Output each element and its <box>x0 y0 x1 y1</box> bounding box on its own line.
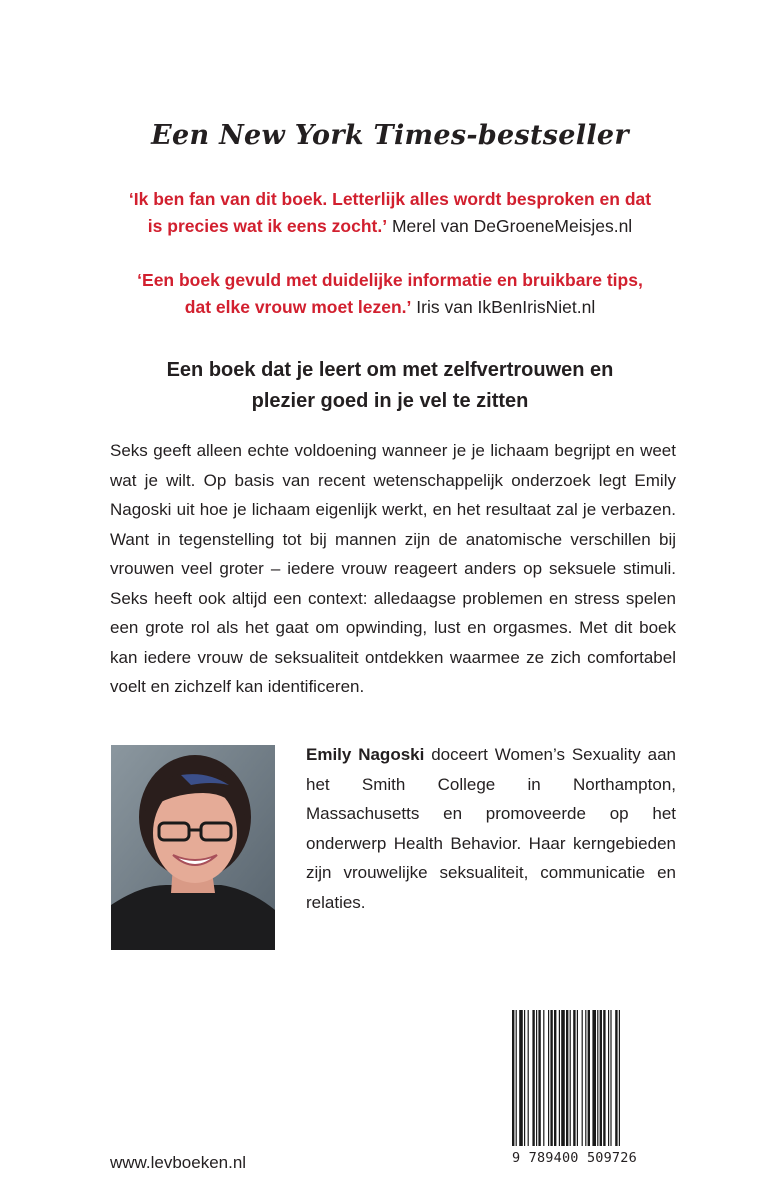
barcode-bar <box>588 1010 590 1146</box>
barcode-bar <box>532 1010 534 1146</box>
barcode-bar <box>615 1010 617 1146</box>
barcode-bar <box>582 1010 583 1146</box>
isbn-number: 9 789400 509726 <box>512 1150 637 1166</box>
headline: Een New York Times-bestseller <box>151 120 629 151</box>
barcode-bar <box>554 1010 556 1146</box>
barcode-bar <box>592 1010 596 1146</box>
barcode-bar <box>561 1010 565 1146</box>
barcode-bar <box>577 1010 578 1146</box>
publisher-website: www.levboeken.nl <box>110 1153 247 1172</box>
barcode-bar <box>600 1010 602 1146</box>
review-quote <box>110 186 670 240</box>
barcode-bar <box>512 1010 514 1146</box>
blurb-text: Seks geeft alleen echte voldoening wanneer je je lichaam begrijpt en weet wat je wilt. Op basis van recent wetenschappelijk onderzoek legt Emily Nagoski uit hoe je lichaam eigenlijk werkt, en het resultaat zal je verbazen. Want in tegenstelling tot bij mannen zijn de anatomische verschillen bij vrouwen veel groter – iedere vrouw reageert anders op seksuele stimuli. Seks heeft ook altijd een context: alledaagse problemen en stress spelen een grote rol als het gaat om opwinding, lust en orgasmes. Met dit boek kan iedere vrouw de seksualiteit ontdekken waarmee ze zich comfortabel voelt en zichzelf kan identificeren. <box>110 441 676 696</box>
author-photo <box>111 745 275 950</box>
review-quote <box>110 267 670 321</box>
barcode-bar <box>603 1010 605 1146</box>
tagline <box>110 355 670 417</box>
author-name: Emily Nagoski <box>306 745 425 764</box>
barcode-bar <box>550 1010 552 1146</box>
barcode-bar <box>524 1010 525 1146</box>
author-bio <box>306 740 676 917</box>
barcode-bar <box>528 1010 529 1146</box>
barcode-bar <box>619 1010 620 1146</box>
barcode-bar <box>608 1010 609 1146</box>
barcode-bar <box>516 1010 517 1146</box>
quote-text: ‘Ik ben fan van dit boek. Letterlijk alles wordt besproken en dat <box>128 189 652 209</box>
barcode-bar <box>570 1010 571 1146</box>
quote-source: Merel van DeGroeneMeisjes.nl <box>391 216 633 236</box>
barcode-bar <box>566 1010 568 1146</box>
barcode-bar <box>585 1010 586 1146</box>
barcode-bar <box>536 1010 537 1146</box>
barcode-bar <box>559 1010 560 1146</box>
quote-text: dat elke vrouw moet lezen.’ <box>184 297 412 317</box>
barcode-bar <box>543 1010 544 1146</box>
tagline-line: Een boek dat je leert om met zelfvertrouwen en <box>166 359 614 381</box>
barcode-bar <box>597 1010 598 1146</box>
quote-source: Iris van IkBenIrisNiet.nl <box>416 297 596 317</box>
tagline-line: plezier goed in je vel te zitten <box>251 390 529 412</box>
barcode-bar <box>573 1010 575 1146</box>
barcode-bar <box>548 1010 549 1146</box>
author-bio-text: doceert Women’s Sexuality aan het Smith College in Northampton, Massachusetts en promoveerde op het onderwerp Health Behavior. Haar kerngebieden zijn vrouwelijke seksualiteit, communicatie en relaties. <box>306 745 677 912</box>
barcode-bar <box>519 1010 523 1146</box>
quote-text: is precies wat ik eens zocht.’ <box>147 216 388 236</box>
barcode-bar <box>538 1010 540 1146</box>
quote-text: ‘Een boek gevuld met duidelijke informatie en bruikbare tips, <box>137 270 643 290</box>
barcode-bar <box>610 1010 611 1146</box>
